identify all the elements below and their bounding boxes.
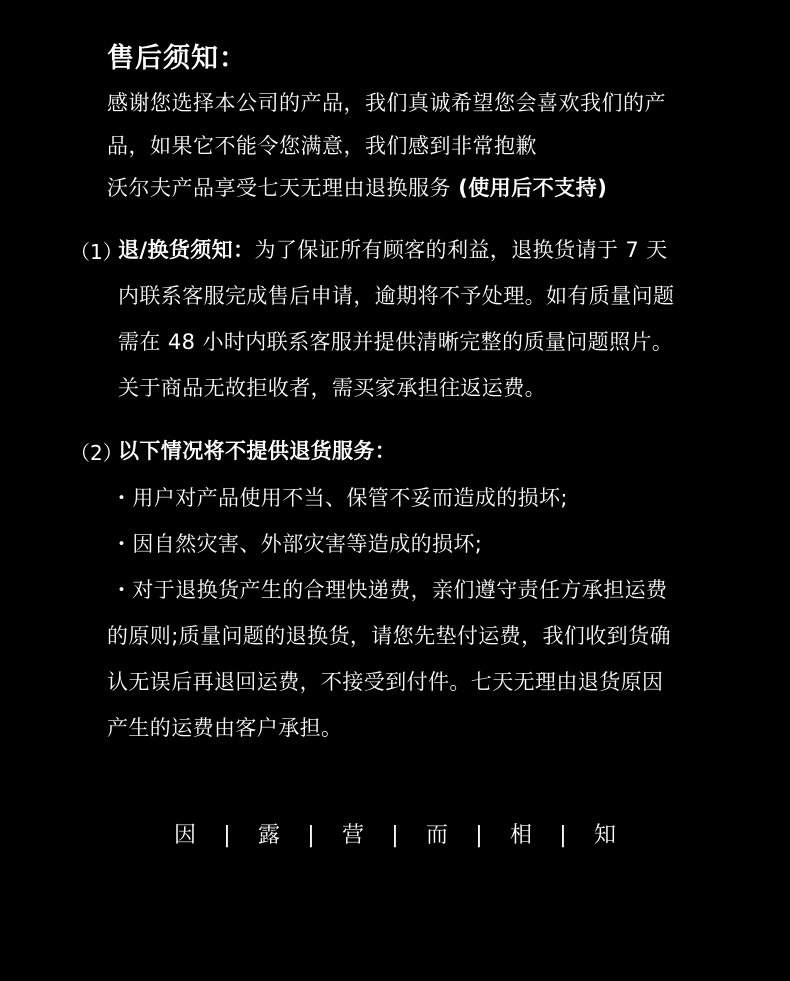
section-1-line-1 xyxy=(118,234,668,264)
slogan-char: 营 xyxy=(341,823,364,848)
intro-line-2: 品，如果它不能令您满意，我们感到非常抱歉 xyxy=(107,134,537,158)
footer-slogan xyxy=(0,818,790,849)
slogan-char: 因 xyxy=(173,823,196,848)
section-2-heading xyxy=(118,435,396,465)
section-1-number: （1） xyxy=(70,240,123,264)
section-2-line-5: 认无误后再退回运费，不接受到付件。七天无理由退货原因 xyxy=(107,670,664,694)
intro-line-3 xyxy=(107,172,607,202)
slogan-char: 而 xyxy=(425,823,448,848)
intro-line-1: 感谢您选择本公司的产品，我们真诚希望您会喜欢我们的产 xyxy=(107,91,666,115)
page-title: 售后须知： xyxy=(107,43,247,74)
slogan-char: 知 xyxy=(593,823,616,848)
section-1-line-1-rest: 为了保证所有顾客的利益，退换货请于 7 天 xyxy=(254,238,668,262)
slogan-separator: | xyxy=(223,823,231,848)
slogan-char: 相 xyxy=(509,823,532,848)
slogan-char: 露 xyxy=(257,823,280,848)
section-2-bullet-3: ・对于退换货产生的合理快递费，亲们遵守责任方承担运费 xyxy=(111,578,668,602)
section-2-bullet-1: ・用户对产品使用不当、保管不妥而造成的损坏; xyxy=(111,486,568,510)
section-1-line-4: 关于商品无故拒收者，需买家承担往返运费。 xyxy=(118,376,546,400)
section-1-line-3: 需在 48 小时内联系客服并提供清晰完整的质量问题照片。 xyxy=(118,330,674,354)
intro-line-3-bold: (使用后不支持) xyxy=(458,176,608,200)
section-2-line-6: 产生的运费由客户承担。 xyxy=(107,716,343,740)
section-2-bullet-2: ・因自然灾害、外部灾害等造成的损坏; xyxy=(111,532,483,556)
section-1-line-2: 内联系客服完成售后申请，逾期将不予处理。如有质量问题 xyxy=(118,284,675,308)
section-1-heading: 退/换货须知： xyxy=(118,238,255,262)
intro-line-3-text: 沃尔夫产品享受七天无理由退换服务 xyxy=(107,176,451,200)
section-2-number: （2） xyxy=(70,441,123,465)
slogan-separator: | xyxy=(391,823,399,848)
slogan-separator: | xyxy=(559,823,567,848)
slogan-separator: | xyxy=(475,823,483,848)
slogan-separator: | xyxy=(307,823,315,848)
section-2-heading-text: 以下情况将不提供退货服务： xyxy=(118,439,397,463)
section-2-line-4: 的原则;质量问题的退换货，请您先垫付运费，我们收到货确 xyxy=(107,624,671,648)
